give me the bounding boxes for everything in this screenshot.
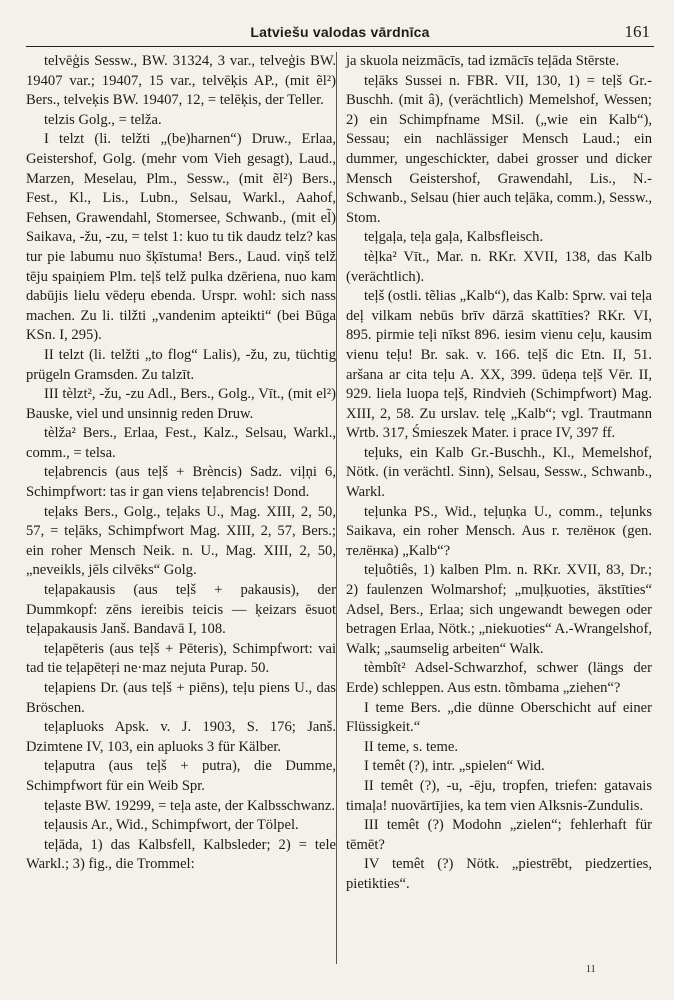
dictionary-entry: II teme, s. teme. <box>364 738 459 755</box>
dictionary-entry: I telzt (li. telžti „(be)harnen“) Druw., Erlaa, Geistershof, Golg. (mehr vom Vieh gesagt), Laud., Marzen, Meselau, Plm., Sessw., (mit ẽl²) Bers., Fest., Kl., Lis., Lubn., Selsau, Warkl., Aahof, Fehsen, Grawendahl, Stomersee, Schwanb., (mit el̃) Saikava, -žu, -zu, = telst 1: kuo tu tik daudz telz? kas tur pie labumu nuo šķīstuma! Bers., Laud. viņš telž tēju spaiņiem Plm. teļš telž pulka dzēriena, nuo kam dabūjis lielu vēdeŗu ebenda. Urspr. wohl: sich nass machen. Zu li. tilžti „vandenim apteikti“ (bei Būga KSn. I, 295). <box>26 131 336 344</box>
dictionary-entry: III tèlzt², -žu, -zu Adl., Bers., Golg., Vīt., (mit el²) Bauske, viel und unsinnig reden Druw. <box>26 386 336 422</box>
dictionary-entry: teļausis Ar., Wid., Schimpfwort, der Tölpel. <box>44 817 299 834</box>
dictionary-entry: teļāda, 1) das Kalbsfell, Kalbsleder; 2) = tele Warkl.; 3) fig., die Trommel: <box>26 836 336 873</box>
signature-mark: 11 <box>586 964 596 975</box>
dictionary-entry: II telzt (li. telžti „to flog“ Lalis), -žu, zu, tüchtig prügeln Gramsden. Zu talzīt. <box>26 346 336 383</box>
right-column <box>346 52 652 895</box>
dictionary-entry: tèlža² Bers., Erlaa, Fest., Kalz., Selsau, Warkl., comm., = telsa. <box>26 425 336 461</box>
dictionary-entry: tèmbît² Adsel-Schwarzhof, schwer (längs der Erde) schleppen. Aus estn. tõmbama „ziehen“? <box>346 660 652 696</box>
dictionary-entry: teļaks Bers., Golg., teļaks U., Mag. XIII, 2, 50, 57, = teļāks, Schimpfwort Mag. XIII, 2, 57, Bers.; ein roher Mensch Neik. n. U., Mag. XIII, 2, 50, „neveikls, jēls cilvēks“ Golg. <box>26 503 336 579</box>
dictionary-entry: teļš (ostli. tẽlias „Kalb“), das Kalb: Sprw. vai teļa deļ vilkam nebūs brīv dārzā skattīties? RKr. VI, 895. pirmie teļi nīkst 896. iesim vienu ceļu, kausim vienu teļu! Br. sak. v. 166. teļš dic Etn. II, 51. aršana ar cita teļu A. XX, 399. ūdeņa teļš Vēr. II, 929. liela luopa teļš, Rindvieh (Schimpfwort) Mag. XIII, 2, 58. Zu urslav. telę „Kalb“; vgl. Trautmann Wrtb. 317, Śmieszek Mater. i prace IV, 397 ff. <box>346 288 653 442</box>
dictionary-entry: teļaputra (aus teļš + putra), die Dumme, Schimpfwort für ein Weib Spr. <box>26 758 336 794</box>
column-divider <box>336 52 337 964</box>
dictionary-entry: tèļka² Vīt., Mar. n. RKr. XVII, 138, das Kalb (verächtlich). <box>346 248 652 285</box>
dictionary-entry: teļaste BW. 19299, = teļa aste, der Kalbsschwanz. <box>44 797 335 814</box>
dictionary-entry: I temêt (?), intr. „spielen“ Wid. <box>364 758 545 775</box>
dictionary-entry: teļapluoks Apsk. v. J. 1903, S. 176; Janš. Dzimtene IV, 103, ein apluoks 3 für Kälber. <box>26 719 336 755</box>
dictionary-entry: teļuks, ein Kalb Gr.-Buschh., Kl., Memelshof, Nötk. (in verächtl. Sinn), Selsau, Sessw., Schwanb., Warkl. <box>346 444 652 501</box>
dictionary-entry: telvēģis Sessw., BW. 31324, 3 var., telveģis BW. 19407 var.; 19407, 15 var., telvēķis AP., (mit ẽl²) Bers., telveķis BW. 19407, 12, = telēķis, der Teller. <box>26 53 336 109</box>
dictionary-entry: teļapakausis (aus teļš + pakausis), der Dummkopf: zēns iereibis teicis — ķeizars ēsuot teļapakausis Janš. Bandavā I, 108. <box>26 582 336 638</box>
dictionary-entry: ja skuola neizmācīs, tad izmācīs teļāda Stērste. <box>346 53 620 69</box>
dictionary-entry: teļuôtiês, 1) kalben Plm. n. RKr. XVII, 83, Dr.; 2) faulenzen Wolmarshof; „muļķuoties, ākstīties“ Adsel, Bers., Erlaa; sich ungewandt bewegen oder betragen Erlaa, Nötk.; „niekuoties“ A.-Wrangelshof, Walk; „saumselig arbeiten“ Walk. <box>346 562 652 657</box>
dictionary-entry: teļāks Sussei n. FBR. VII, 130, 1) = teļš Gr.-Buschh. (mit â), (verächtlich) Memelshof, Wessen; 2) ein Schimpfname MSil. („wie ein Kalb“), Sessau; ein nachlässiger Mensch Laud.; ein dummer, ungeschickter, dabei grosser und dicker Mensch Geistershof, Grawendahl, Lis., N.-Schwanb., Selsau (hier auch teļāka, comm.), Sessw., Stom. <box>346 72 652 226</box>
dictionary-entry: IV temêt (?) Nötk. „piestrēbt, piedzerties, pietikties“. <box>346 856 652 892</box>
dictionary-entry: teļapiens Dr. (aus teļš + piēns), teļu piens U., das Bröschen. <box>26 680 336 716</box>
dictionary-entry: telzis Golg., = telža. <box>44 111 162 128</box>
dictionary-entry: teļabrencis (aus teļš + Brèncis) Sadz. viļņi 6, Schimpfwort: tas ir gan viens teļabrencis! Dond. <box>26 464 336 501</box>
dictionary-entry: III temêt (?) Modohn „zielen“; fehlerhaft für tēmēt? <box>346 817 652 853</box>
dictionary-entry: teļapēteris (aus teļš + Pēteris), Schimpfwort: vai tad tie teļapēteŗi ne·maz nejuta Purap. 50. <box>26 640 336 677</box>
dictionary-entry: teļgaļa, teļa gaļa, Kalbsfleisch. <box>364 229 544 246</box>
dictionary-entry: I teme Bers. „die dünne Oberschicht auf einer Flüssigkeit.“ <box>346 699 652 736</box>
left-column <box>26 52 336 875</box>
dictionary-entry: teļunka PS., Wid., teļuņka U., comm., teļunks Saikava, ein roher Mensch. Aus r. телёнок (gen. телёнка) „Kalb“? <box>346 503 652 559</box>
running-header <box>26 22 654 47</box>
dictionary-entry: II temêt (?), -u, -ēju, tropfen, triefen: gatavais timaļa! nuovārtījies, ka tem vien Alksnis-Zundulis. <box>346 777 652 814</box>
page-title: Latviešu valodas vārdnīca <box>250 24 430 40</box>
page-number: 161 <box>624 22 650 41</box>
